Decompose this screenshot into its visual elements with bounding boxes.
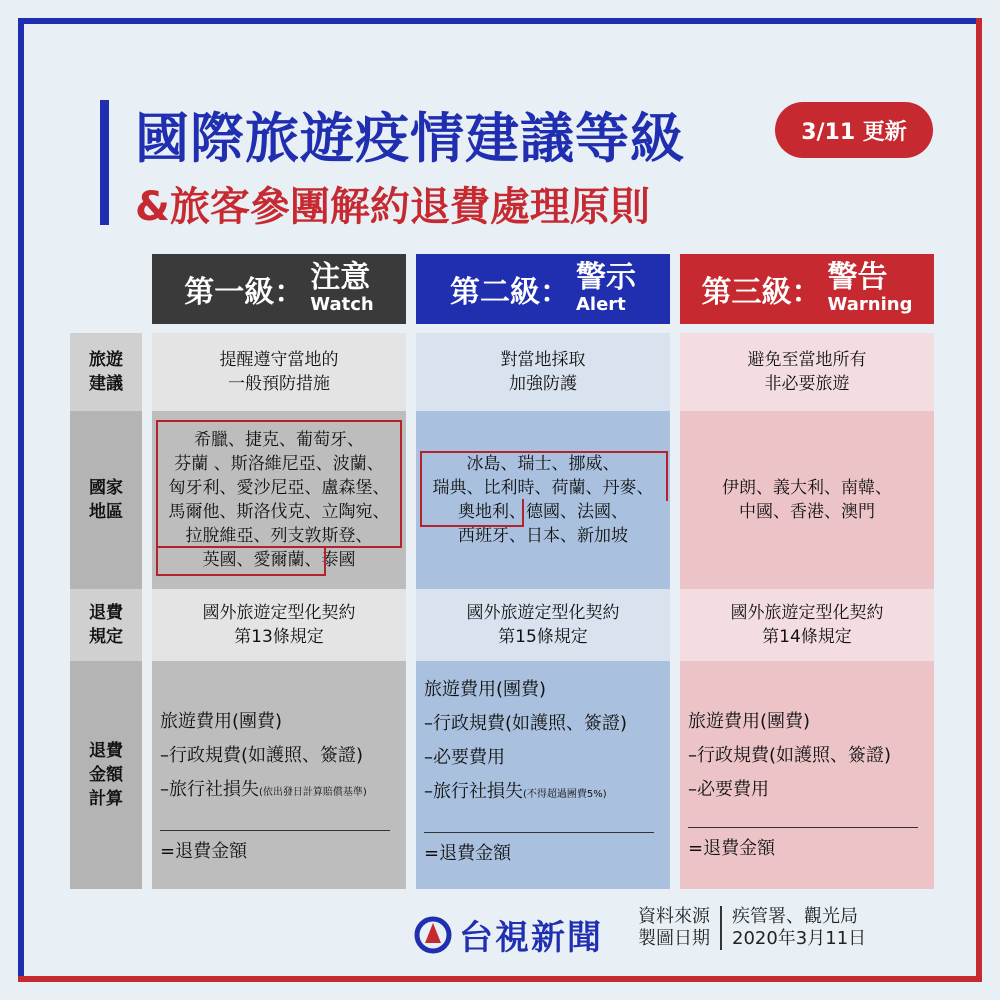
- country-line: 英國、愛爾蘭、泰國: [202, 550, 356, 570]
- date-label: 製圖日期: [638, 928, 710, 949]
- calc-level-2: [416, 661, 670, 889]
- advice-level-1: 提醒遵守當地的 一般預防措施: [152, 333, 406, 411]
- level-2-label: 第二級：: [450, 275, 570, 310]
- calc-loss-note: (依出發日計算賠償基準): [259, 787, 367, 798]
- country-line: 伊朗、義大利、南韓、: [722, 478, 892, 498]
- calc-result: =退費金額: [688, 838, 776, 859]
- level-3-name: 警告: [827, 260, 888, 295]
- update-badge: 3/11 更新: [775, 102, 933, 158]
- refund-rule-level-3: 國外旅遊定型化契約 第14條規定: [680, 589, 934, 661]
- calc-fee: 旅遊費用(團費): [688, 711, 811, 732]
- level-1-name: 注意: [310, 260, 371, 295]
- level-1-header: [152, 254, 406, 324]
- level-2-header: [416, 254, 670, 324]
- calc-divider: [424, 832, 654, 833]
- logo-text: 台視新聞: [459, 918, 603, 958]
- refund-rule-level-1: 國外旅遊定型化契約 第13條規定: [152, 589, 406, 661]
- ttv-logo-icon: [413, 915, 453, 955]
- country-line: 拉脫維亞、列支敦斯登、: [185, 526, 373, 546]
- calc-loss: –旅行社損失: [160, 779, 259, 800]
- level-1-name-en: Watch: [310, 294, 374, 315]
- ttv-logo: [413, 910, 603, 959]
- source-label: 資料來源: [638, 906, 710, 927]
- country-line: 芬蘭 、斯洛維尼亞、波蘭、: [174, 454, 384, 474]
- row-label-refund-calc: 退費 金額 計算: [70, 661, 142, 889]
- calc-result: =退費金額: [424, 843, 512, 864]
- row-label-countries: 國家 地區: [70, 411, 142, 589]
- frame-left: [18, 18, 24, 982]
- source-info: [638, 906, 866, 950]
- calc-level-3: [680, 661, 934, 889]
- level-3-header: [680, 254, 934, 324]
- calc-divider: [160, 830, 390, 831]
- calc-level-1: [152, 661, 406, 889]
- highlight-box-level-2-tail: [420, 499, 524, 527]
- highlight-box-level-1: [156, 420, 402, 548]
- highlight-box-level-2: [420, 451, 668, 501]
- frame-right: [976, 18, 982, 982]
- level-3-name-en: Warning: [827, 294, 913, 315]
- title-accent-bar: [100, 100, 109, 225]
- calc-necessary: –必要費用: [424, 747, 505, 768]
- source-value: 疾管署、觀光局: [732, 906, 858, 927]
- calc-fee: 旅遊費用(團費): [160, 711, 283, 732]
- country-line: 西班牙、日本、新加坡: [458, 526, 628, 546]
- calc-result: =退費金額: [160, 841, 248, 862]
- country-line: 馬爾他、斯洛伐克、立陶宛、: [168, 502, 390, 522]
- calc-fee: 旅遊費用(團費): [424, 679, 547, 700]
- country-line: 匈牙利、愛沙尼亞、盧森堡、: [168, 478, 390, 498]
- country-line: 冰島、瑞士、挪威、: [466, 454, 620, 474]
- calc-admin: –行政規費(如護照、簽證): [160, 745, 364, 766]
- highlight-box-level-1-tail: [156, 548, 326, 576]
- level-2-name: 警示: [576, 260, 636, 295]
- frame-top: [18, 18, 982, 24]
- level-3-label: 第三級：: [701, 275, 822, 310]
- calc-divider: [688, 827, 918, 828]
- row-label-refund-rule: 退費 規定: [70, 589, 142, 661]
- frame-bottom: [18, 976, 982, 982]
- date-value: 2020年3月11日: [732, 928, 867, 949]
- calc-admin: –行政規費(如護照、簽證): [424, 713, 628, 734]
- advice-level-2: 對當地採取 加強防護: [416, 333, 670, 411]
- page-title: 國際旅遊疫情建議等級: [135, 107, 685, 170]
- level-2-name-en: Alert: [576, 294, 626, 315]
- calc-admin: –行政規費(如護照、簽證): [688, 745, 892, 766]
- refund-rule-level-2: 國外旅遊定型化契約 第15條規定: [416, 589, 670, 661]
- country-line: 瑞典、比利時、荷蘭、丹麥、: [432, 478, 654, 498]
- calc-necessary: –必要費用: [688, 779, 769, 800]
- advice-level-3: 避免至當地所有 非必要旅遊: [680, 333, 934, 411]
- country-line: 中國、香港、澳門: [739, 502, 875, 522]
- calc-loss: –旅行社損失: [424, 781, 523, 802]
- row-label-advice: 旅遊 建議: [70, 333, 142, 411]
- country-line: 奧地利、德國、法國、: [458, 502, 628, 522]
- calc-loss-note: (不得超過團費5%): [523, 789, 607, 800]
- country-line: 希臘、捷克、葡萄牙、: [194, 430, 364, 450]
- page-subtitle: &旅客參團解約退費處理原則: [135, 184, 650, 230]
- countries-level-3: [680, 411, 934, 589]
- level-1-label: 第一級：: [184, 275, 305, 310]
